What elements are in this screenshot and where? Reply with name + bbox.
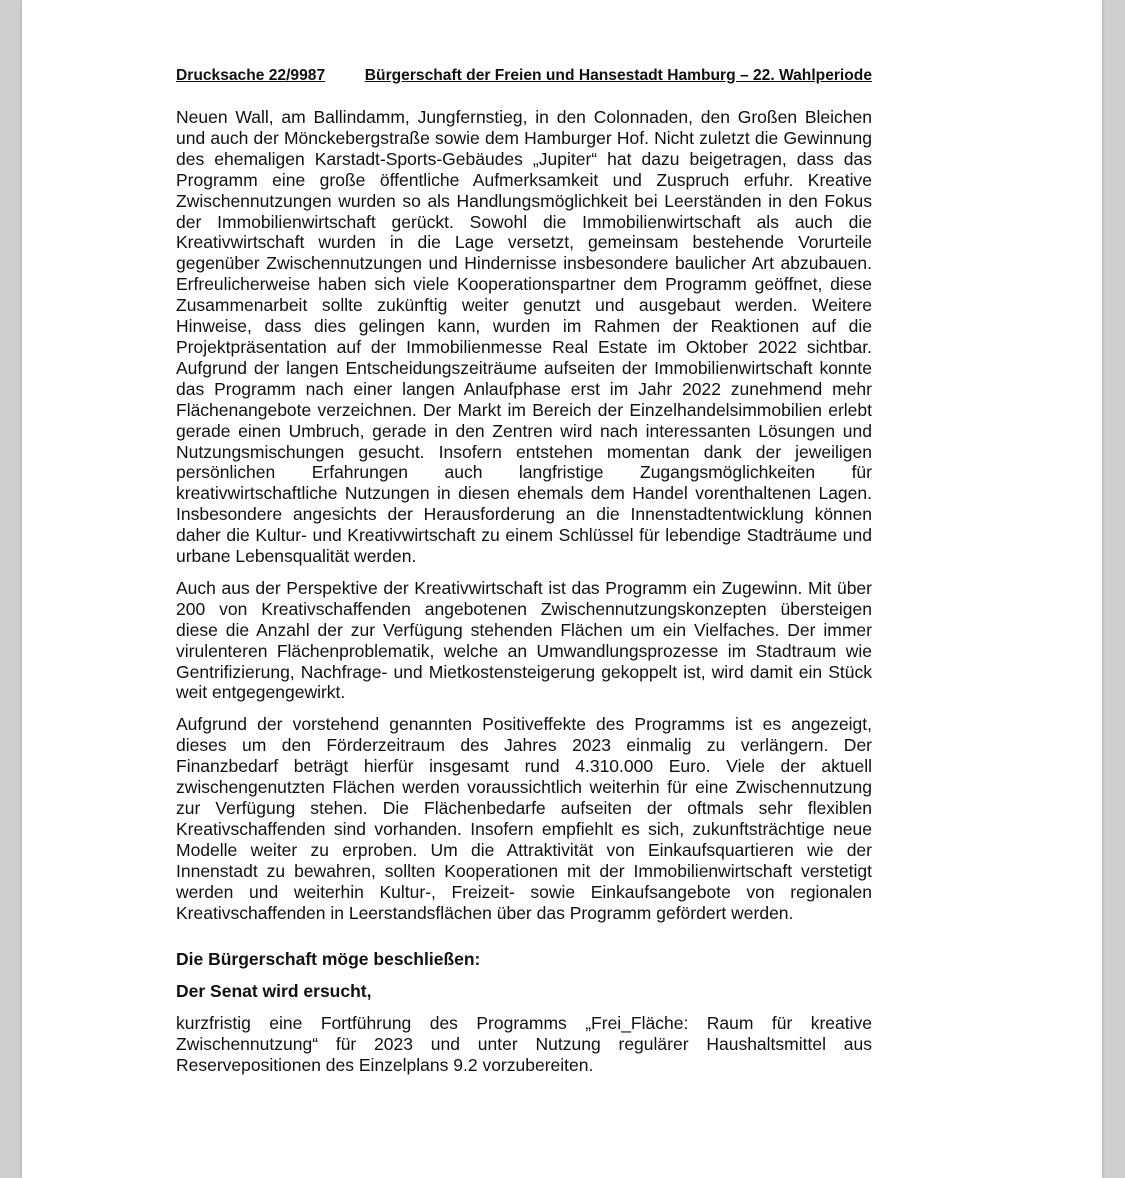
paragraph-2: Auch aus der Perspektive der Kreativwirtschaft ist das Programm ein Zugewinn. Mit über 200 von Kreativschaffenden angebotenen Zwischennutzungskonzepten übersteigen diese die Anzahl der zur Verfügung stehenden Flächen um ein Vielfaches. Der immer virulenteren Flächenproblematik, welche an Umwandlungsprozesse im Stadtraum wie Gentrifizierung, Nachfrage- und Mietkostensteigerung gekoppelt ist, wird damit ein Stück weit entgegengewirkt. — [176, 577, 872, 703]
document-body — [176, 107, 872, 1087]
document-number: Drucksache 22/9987 — [176, 67, 326, 84]
resolution-heading: Die Bürgerschaft möge beschließen: — [176, 949, 481, 970]
header-institution: Bürgerschaft der Freien und Hansestadt Hamburg – 22. Wahlperiode — [364, 67, 872, 84]
resolution-text: kurzfristig eine Fortführung des Programms „Frei_Fläche: Raum für kreative Zwischennutzung“ für 2023 und unter Nutzung regulärer Haushaltsmittel aus Reservepositionen des Einzelplans 9.2 vorzubereiten. — [176, 1013, 872, 1076]
paragraph-3: Aufgrund der vorstehend genannten Positiveffekte des Programms ist es angezeigt, dieses um den Förderzeitraum des Jahres 2023 einmalig zu verlängern. Der Finanzbedarf beträgt hierfür insgesamt rund 4.310.000 Euro. Viele der aktuell zwischengenutzten Flächen werden voraussichtlich weiterhin für eine Zwischennutzung zur Verfügung stehen. Die Flächenbedarfe aufseiten der oftmals sehr flexiblen Kreativschaffenden sind vorhanden. Insofern empfiehlt es sich, zukunftsträchtige neue Modelle weiter zu erproben. Um die Attraktivität von Einkaufsquartieren wie der Innenstadt zu bewahren, sollten Kooperationen mit der Immobilienwirtschaft verstetigt werden und weiterhin Kultur-, Freizeit- sowie Einkaufsangebote von regionalen Kreativschaffenden in Leerstandsflächen über das Programm gefördert werden. — [176, 714, 872, 923]
paragraph-1: Neuen Wall, am Ballindamm, Jungfernstieg, in den Colonnaden, den Großen Bleichen und auch der Mönckebergstraße sowie dem Hamburger Hof. Nicht zuletzt die Gewinnung des ehemaligen Karstadt-Sports-Gebäudes „Jupiter“ hat dazu beigetragen, dass das Programm eine große öffentliche Aufmerksamkeit und Zuspruch erfuhr. Kreative Zwischennutzungen wurden so als Handlungsmöglichkeit bei Leerständen in den Fokus der Immobilienwirtschaft gerückt. Sowohl die Immobilienwirtschaft als auch die Kreativwirtschaft wurden in die Lage versetzt, gemeinsam bestehende Vorurteile gegenüber Zwischennutzungen und Hindernisse insbesondere baulicher Art abzubauen. Erfreulicherweise haben sich viele Kooperationspartner dem Programm geöffnet, diese Zusammenarbeit sollte zukünftig weiter genutzt und ausgebaut werden. Weitere Hinweise, dass dies gelingen kann, wurden im Rahmen der Reaktionen auf die Projektpräsentation auf der Immobilienmesse Real Estate im Oktober 2022 sichtbar. Aufgrund der langen Entscheidungszeiträume aufseiten der Immobilienwirtschaft konnte das Programm nach einer langen Anlaufphase erst im Jahr 2022 zunehmend mehr Flächenangebote verzeichnen. Der Markt im Bereich der Einzelhandelsimmobilien erlebt gerade einen Umbruch, gerade in den Zentren wird nach interessanten Lösungen und Nutzungsmischungen gesucht. Insofern entstehen momentan dank der jeweiligen persönlichen Erfahrungen auch langfristige Zugangsmöglichkeiten für kreativwirtschaftliche Nutzungen in diesen ehemals dem Handel vorenthaltenen Lagen. Insbesondere angesichts der Herausforderung an die Innenstadtentwicklung können daher die Kultur- und Kreativwirtschaft zu einem Schlüssel für lebendige Stadträume und urbane Lebensqualität werden. — [176, 107, 872, 567]
page-header — [176, 66, 872, 86]
resolution-subheading: Der Senat wird ersucht, — [176, 981, 372, 1002]
document-page — [22, 0, 1102, 1178]
